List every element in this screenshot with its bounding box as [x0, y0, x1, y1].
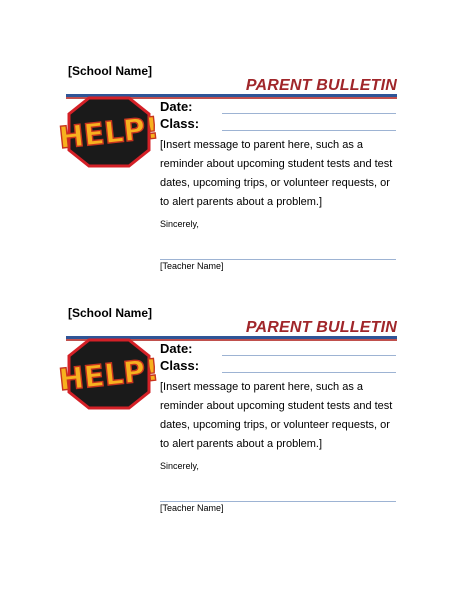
- class-label: Class:: [160, 358, 200, 373]
- date-label: Date:: [160, 99, 193, 114]
- closing-text: Sincerely,: [160, 219, 199, 229]
- help-sign-clipart: [57, 338, 161, 410]
- teacher-name: [Teacher Name]: [160, 503, 224, 513]
- class-input-line[interactable]: [222, 372, 396, 373]
- help-image-text: HELP!: [57, 352, 161, 399]
- bulletin-title: PARENT BULLETIN: [245, 77, 397, 94]
- date-label: Date:: [160, 341, 193, 356]
- teacher-name: [Teacher Name]: [160, 261, 224, 271]
- date-input-line[interactable]: [222, 355, 396, 356]
- help-sign-clipart: [57, 96, 161, 168]
- class-input-line[interactable]: [222, 130, 396, 131]
- school-name: [School Name]: [68, 306, 153, 320]
- bulletin-title: PARENT BULLETIN: [245, 319, 397, 336]
- message-body: [Insert message to parent here, such as a reminder about upcoming student tests and test dates, upcoming trips, or volunteer requests, or to alert parents about a problem.]: [160, 381, 393, 450]
- closing-text: Sincerely,: [160, 461, 199, 471]
- parent-bulletin-2: [0, 242, 464, 513]
- parent-bulletin-1: [0, 0, 464, 271]
- school-name: [School Name]: [68, 64, 153, 78]
- help-image-text: HELP!: [57, 110, 161, 157]
- help-octagon-icon: [57, 96, 161, 168]
- help-octagon-icon: [57, 338, 161, 410]
- signature-line[interactable]: [160, 501, 396, 502]
- message-body: [Insert message to parent here, such as a reminder about upcoming student tests and test dates, upcoming trips, or volunteer requests, or to alert parents about a problem.]: [160, 139, 393, 208]
- class-label: Class:: [160, 116, 200, 131]
- date-input-line[interactable]: [222, 113, 396, 114]
